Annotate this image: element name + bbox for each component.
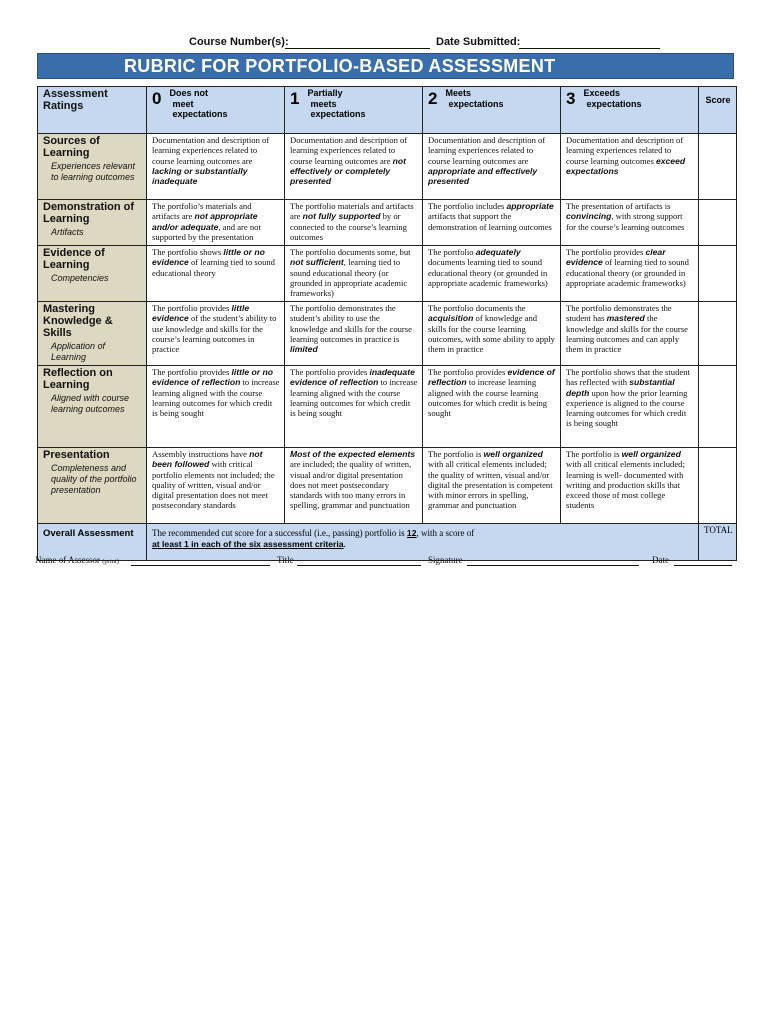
criterion-row <box>38 302 737 366</box>
level-1-header: 1 Partially meets expectations <box>285 87 423 134</box>
page-title: RUBRIC FOR PORTFOLIO-BASED ASSESSMENT <box>124 56 556 76</box>
rating-0-description: The portfolio shows little or no evidence of learning tied to sound educational theory <box>147 246 285 302</box>
rating-2-description: Documentation and description of learning experiences related to course learning outcomes are appropriate and effectively presented <box>423 134 561 200</box>
rating-0-description: Documentation and description of learning experiences related to course learning outcomes are lacking or substantially inadequate <box>147 134 285 200</box>
criterion-subtitle: Aligned with course learning outcomes <box>51 393 130 414</box>
course-number-label: Course Number(s): <box>189 36 289 48</box>
score-cell[interactable] <box>699 200 737 246</box>
criterion-row <box>38 134 737 200</box>
criterion-label-cell <box>38 246 147 302</box>
rating-1-description: The portfolio provides inadequate evidence of reflection to increase learning aligned with the course learning outcomes for which credit is being sought <box>285 366 423 448</box>
signature-line <box>0 555 768 571</box>
score-header: Score <box>699 87 737 134</box>
score-cell[interactable] <box>699 448 737 524</box>
rating-3-description: The portfolio is well organized with all critical elements included; learning is well- documented with writing and production skills that exceed those of most college students <box>561 448 699 524</box>
rating-3-description: The presentation of artifacts is convincing, with strong support for the course’s learning outcomes <box>561 200 699 246</box>
rating-3-description: The portfolio provides clear evidence of learning tied to sound educational theory (or grounded in appropriate academic frameworks) <box>561 246 699 302</box>
rating-1-description: Documentation and description of learning experiences related to course learning outcomes are not effectively or completely presented <box>285 134 423 200</box>
title-banner <box>37 53 734 79</box>
criterion-title: Evidence of Learning <box>43 247 105 271</box>
date-submitted-label: Date Submitted: <box>436 36 521 48</box>
rating-header-row <box>38 87 737 134</box>
criterion-subtitle: Application of Learning <box>51 341 106 362</box>
rating-1-description: The portfolio documents some, but not sufficient, learning tied to sound educational theory (or grounded in appropriate academic frameworks) <box>285 246 423 302</box>
criterion-row <box>38 200 737 246</box>
criterion-label-cell <box>38 302 147 366</box>
criterion-title: Demonstration of Learning <box>43 201 135 225</box>
score-cell[interactable] <box>699 246 737 302</box>
rating-0-description: Assembly instructions have not been followed with critical portfolio elements not included; the quality of written, visual and/or digital presentation does not meet postsecondary standards <box>147 448 285 524</box>
overall-assessment-label: Overall Assessment <box>38 524 147 561</box>
total-cell[interactable]: TOTAL <box>699 524 737 561</box>
rating-3-description: Documentation and description of learning experiences related to course learning outcomes exceed expectations <box>561 134 699 200</box>
signature-field[interactable] <box>467 565 639 566</box>
overall-assessment-text: The recommended cut score for a successful (i.e., passing) portfolio is 12, with a score of at least 1 in each of the six assessment criteria. <box>147 524 699 561</box>
rating-0-description: The portfolio provides little or no evidence of reflection to increase learning aligned with the course learning outcomes for which credit is being sought <box>147 366 285 448</box>
criterion-row <box>38 448 737 524</box>
score-cell[interactable] <box>699 134 737 200</box>
rating-1-description: Most of the expected elements are included; the quality of written, visual and/or digital presentation does not meet postsecondary standards with too many errors in spelling, grammar and punctuation <box>285 448 423 524</box>
rating-1-description: The portfolio demonstrates the student’s ability to use the knowledge and skills for the course learning outcomes in practice is limited <box>285 302 423 366</box>
signature-label: Signature <box>428 555 463 565</box>
criterion-title: Reflection on Learning <box>43 367 113 391</box>
score-cell[interactable] <box>699 302 737 366</box>
criterion-label-cell <box>38 134 147 200</box>
rating-2-description: The portfolio is well organized with all critical elements included; the quality of written, visual and/or digital the presentation is competent with minor errors in spelling, grammar and punctuation <box>423 448 561 524</box>
criterion-label-cell <box>38 366 147 448</box>
title-field[interactable] <box>297 565 421 566</box>
criterion-title: Presentation <box>43 449 110 461</box>
rating-2-description: The portfolio provides evidence of reflection to increase learning aligned with the course learning outcomes for which credit is being sought <box>423 366 561 448</box>
rating-3-description: The portfolio shows that the student has reflected with substantial depth upon how the prior learning experience is aligned to the course learning outcomes for which credit is being sought <box>561 366 699 448</box>
course-number-field[interactable] <box>285 48 430 49</box>
criterion-title: Mastering Knowledge & Skills <box>43 303 113 339</box>
rubric-table <box>37 86 737 561</box>
criterion-subtitle: Experiences relevant to learning outcomes <box>51 161 136 182</box>
criterion-subtitle: Competencies <box>51 273 109 283</box>
criterion-label-cell <box>38 200 147 246</box>
assessment-ratings-header: Assessment Ratings <box>38 87 147 134</box>
level-2-header: 2 Meets expectations <box>423 87 561 134</box>
level-3-header: 3 Exceeds expectations <box>561 87 699 134</box>
level-0-header: 0 Does not meet expectations <box>147 87 285 134</box>
criterion-row <box>38 246 737 302</box>
score-cell[interactable] <box>699 366 737 448</box>
assessor-label: Name of Assessor (print) <box>35 555 119 565</box>
criterion-subtitle: Completeness and quality of the portfolio presentation <box>51 463 137 495</box>
rating-2-description: The portfolio documents the acquisition of knowledge and skills for the course learning outcomes, with some ability to apply them in practice <box>423 302 561 366</box>
rating-2-description: The portfolio includes appropriate artifacts that support the demonstration of learning outcomes <box>423 200 561 246</box>
rating-1-description: The portfolio materials and artifacts are not fully supported by or connected to the course’s learning outcomes <box>285 200 423 246</box>
rating-3-description: The portfolio demonstrates the student has mastered the knowledge and skills for the course learning outcomes and can apply them in practice <box>561 302 699 366</box>
rating-0-description: The portfolio’s materials and artifacts are not appropriate and/or adequate, and are not supported by the presentation <box>147 200 285 246</box>
title-label: Title <box>277 555 294 565</box>
rating-0-description: The portfolio provides little evidence of the student’s ability to use knowledge and skills for the course’s learning outcomes in practice <box>147 302 285 366</box>
cut-score: 12 <box>406 528 417 538</box>
rating-2-description: The portfolio adequately documents learning tied to sound educational theory (or grounded in appropriate academic frameworks) <box>423 246 561 302</box>
date-label: Date <box>652 555 669 565</box>
assessor-name-field[interactable] <box>131 565 270 566</box>
date-submitted-field[interactable] <box>519 48 660 49</box>
rubric-body <box>38 134 737 524</box>
course-date-line <box>0 36 768 52</box>
criterion-row <box>38 366 737 448</box>
criterion-title: Sources of Learning <box>43 135 100 159</box>
date-field[interactable] <box>674 565 732 566</box>
criterion-label-cell <box>38 448 147 524</box>
criterion-subtitle: Artifacts <box>51 227 84 237</box>
